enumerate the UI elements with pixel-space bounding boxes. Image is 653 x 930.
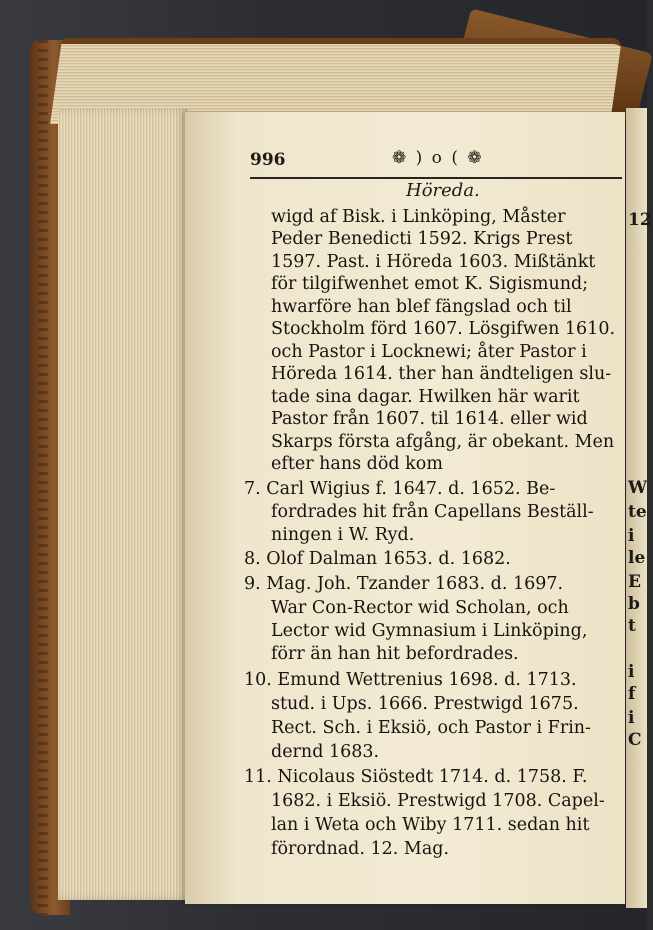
facing-fragment: i	[628, 526, 635, 546]
text-line: dernd 1683.	[271, 742, 380, 762]
text-line: wigd af Bisk. i Linköping, Måster	[271, 207, 566, 227]
text-line: Rect. Sch. i Eksiö, och Pastor i Frin-	[271, 718, 591, 738]
text-line: War Con-Rector wid Scholan, och	[271, 598, 569, 618]
facing-fragment: 12	[628, 210, 652, 230]
text-line: fordrades hit från Capellans Beställ-	[271, 502, 594, 522]
header-rule	[250, 177, 622, 179]
text-line: Höreda 1614. ther han ändteligen slu-	[271, 364, 612, 384]
facing-fragment: f	[628, 684, 636, 704]
facing-fragment: C	[628, 730, 642, 750]
entry-line: 7. Carl Wigius f. 1647. d. 1652. Be-	[244, 479, 556, 499]
facing-fragment: i	[628, 662, 635, 682]
text-line: Lector wid Gymnasium i Linköping,	[271, 621, 588, 641]
facing-fragment: W	[628, 478, 648, 498]
text-line: stud. i Ups. 1666. Prestwigd 1675.	[271, 694, 579, 714]
text-line: för tilgifwenhet emot K. Sigismund;	[271, 274, 589, 294]
facing-fragment: te	[628, 502, 647, 522]
text-line: Pastor från 1607. til 1614. eller wid	[271, 409, 588, 429]
text-line: och Pastor i Locknewi; åter Pastor i	[271, 342, 587, 362]
text-line: efter hans död kom	[271, 454, 443, 474]
text-line: hwarföre han blef fängslad och til	[271, 297, 572, 317]
facing-fragment: i	[628, 708, 635, 728]
text-line: lan i Weta och Wiby 1711. sedan hit	[271, 815, 590, 835]
text-line: Stockholm förd 1607. Lösgifwen 1610.	[271, 319, 616, 339]
facing-fragment: E	[628, 572, 641, 592]
entry-line: 9. Mag. Joh. Tzander 1683. d. 1697.	[244, 574, 564, 594]
text-line: 1597. Past. i Höreda 1603. Mißtänkt	[271, 252, 596, 272]
page-number: 996	[250, 150, 286, 170]
entry-line: 10. Emund Wettrenius 1698. d. 1713.	[244, 670, 577, 690]
text-line: Peder Benedicti 1592. Krigs Prest	[271, 229, 573, 249]
entry-line: 11. Nicolaus Siöstedt 1714. d. 1758. F.	[244, 767, 588, 787]
section-title: Höreda.	[406, 180, 480, 201]
facing-page-edge	[626, 108, 652, 908]
text-line: förordnad. 12. Mag.	[271, 839, 450, 859]
text-line: Skarps första afgång, är obekant. Men	[271, 432, 615, 452]
entry-line: 8. Olof Dalman 1653. d. 1682.	[244, 549, 511, 569]
page-edges	[58, 108, 188, 900]
text-line: tade sina dagar. Hwilken här warit	[271, 387, 580, 407]
text-line: 1682. i Eksiö. Prestwigd 1708. Capel-	[271, 791, 605, 811]
text-line: ningen i W. Ryd.	[271, 525, 415, 545]
facing-fragment: le	[628, 548, 646, 568]
running-head	[250, 146, 625, 176]
ornament: ❁ ) o ( ❁	[392, 148, 484, 168]
text-line: förr än han hit befordrades.	[271, 644, 519, 664]
facing-fragment: t	[628, 616, 636, 636]
facing-fragment: b	[628, 594, 640, 614]
